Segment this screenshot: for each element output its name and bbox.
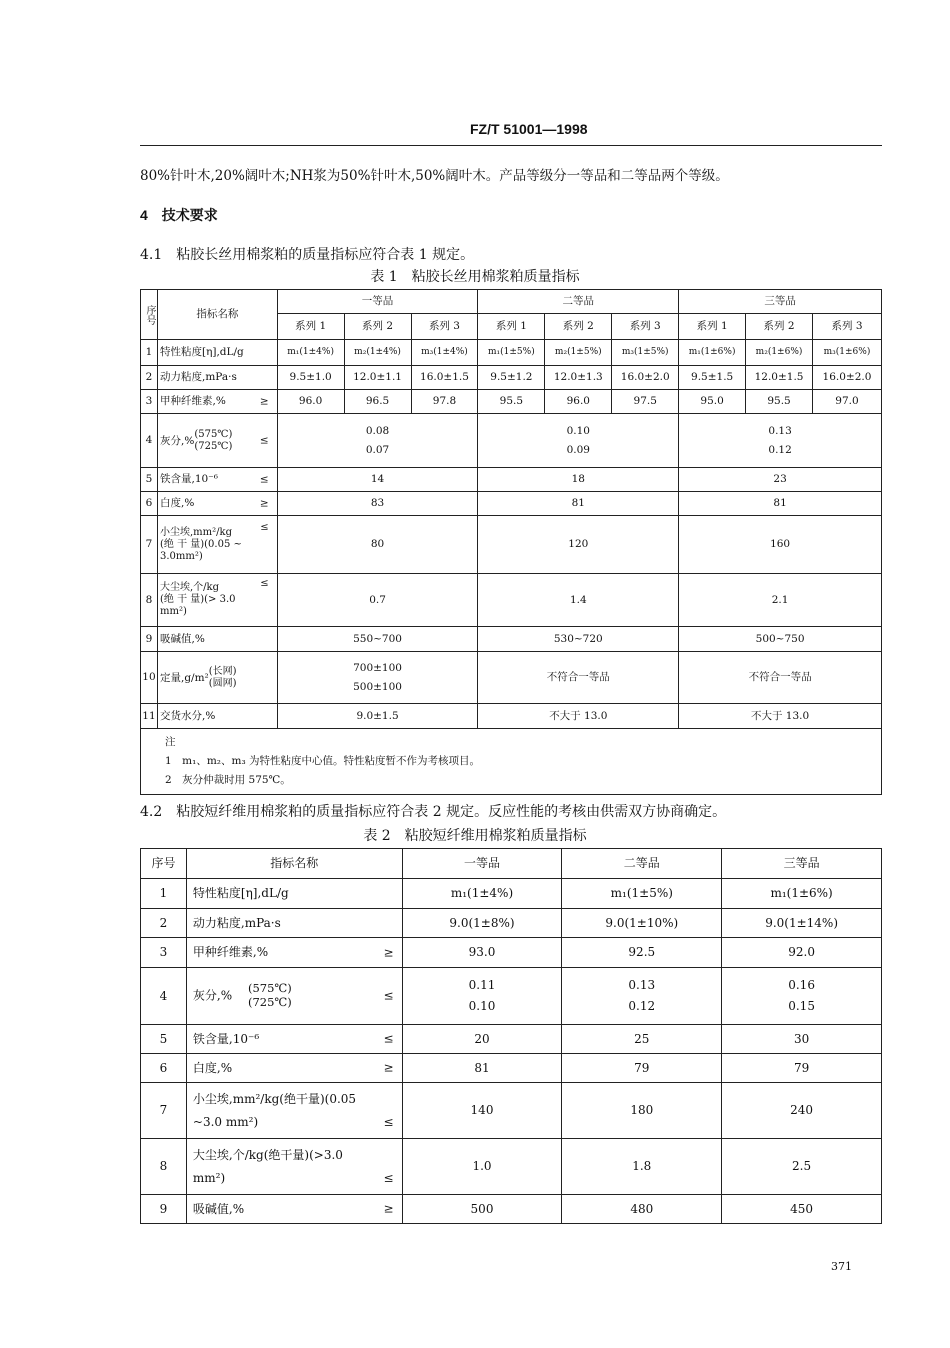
indicator-name: 特性粘度[η],dL/g: [157, 340, 277, 366]
cell-value: 9.0±1.5: [277, 704, 478, 729]
t1-header-grade: 三等品: [679, 290, 882, 314]
cell-value: 25: [562, 1025, 722, 1054]
cell-value: 0.10 0.09: [478, 414, 679, 468]
cell-value: 79: [562, 1054, 722, 1083]
row-number: 6: [141, 1054, 187, 1083]
cell-value: m₁(1±4%): [277, 340, 344, 366]
cell-value: 2.1: [679, 574, 882, 627]
cell-value: 450: [722, 1195, 882, 1224]
cell-value: 1.8: [562, 1139, 722, 1195]
cell-value: 81: [478, 492, 679, 516]
table-row: [141, 492, 882, 516]
cell-value: 9.0(1±8%): [402, 909, 562, 938]
table-row: [141, 340, 882, 366]
cell-value: 120: [478, 516, 679, 574]
row-number: 10: [141, 652, 158, 704]
row-number: 1: [141, 879, 187, 909]
indicator-name: 铁含量,10⁻⁶ ≤: [157, 468, 277, 492]
t2-header-grade: 三等品: [722, 849, 882, 879]
cell-value: 92.5: [562, 938, 722, 968]
table-row: [141, 968, 882, 1025]
t1-series: 系列 2: [746, 314, 813, 340]
t1-series: 系列 2: [545, 314, 612, 340]
cell-value: 不符合一等品: [478, 652, 679, 704]
table-row: [141, 879, 882, 909]
cell-value: 97.5: [612, 390, 679, 414]
row-number: 5: [141, 1025, 187, 1054]
cell-value: 80: [277, 516, 478, 574]
table2-caption: 表 2 粘胶短纤维用棉浆粕质量指标: [363, 828, 587, 844]
indicator-name: 铁含量,10⁻⁶ ≤: [186, 1025, 402, 1054]
cell-value: 0.16 0.15: [722, 968, 882, 1025]
table-row: [141, 414, 882, 468]
row-number: 7: [141, 1083, 187, 1139]
indicator-name: 白度,% ≥: [157, 492, 277, 516]
cell-value: 95.0: [679, 390, 746, 414]
cell-value: 9.0(1±10%): [562, 909, 722, 938]
row-number: 8: [141, 574, 158, 627]
cell-value: m₂(1±6%): [746, 340, 813, 366]
table-row: [141, 574, 882, 627]
indicator-name: 灰分,% (575℃) (725℃) ≤: [186, 968, 402, 1025]
row-number: 4: [141, 968, 187, 1025]
cell-value: 500: [402, 1195, 562, 1224]
t1-series: 系列 3: [612, 314, 679, 340]
indicator-name: 小尘埃,mm²/kg(绝干量)(0.05 ~3.0 mm²) ≤: [186, 1083, 402, 1139]
t2-header-grade: 二等品: [562, 849, 722, 879]
cell-value: 不符合一等品: [679, 652, 882, 704]
table-row: [141, 909, 882, 938]
cell-value: 97.0: [813, 390, 882, 414]
t1-series: 系列 1: [277, 314, 344, 340]
clause-4-2: 4.2 粘胶短纤维用棉浆粕的质量指标应符合表 2 规定。反应性能的考核由供需双方协商确定。: [140, 804, 727, 820]
indicator-name: 大尘埃,个/kg(绝干量)(>3.0 mm²) ≤: [186, 1139, 402, 1195]
cell-value: 240: [722, 1083, 882, 1139]
cell-value: 12.0±1.5: [746, 366, 813, 390]
cell-value: 0.7: [277, 574, 478, 627]
cell-value: 96.0: [277, 390, 344, 414]
row-number: 5: [141, 468, 158, 492]
cell-value: 1.0: [402, 1139, 562, 1195]
t1-header-seq: 序号: [141, 290, 158, 340]
t1-header-grade: 二等品: [478, 290, 679, 314]
cell-value: 81: [402, 1054, 562, 1083]
cell-value: 530~720: [478, 627, 679, 652]
clause-4-1: 4.1 粘胶长丝用棉浆粕的质量指标应符合表 1 规定。: [140, 247, 475, 263]
cell-value: 480: [562, 1195, 722, 1224]
table-2: [140, 848, 882, 1224]
cell-value: m₁(1±6%): [679, 340, 746, 366]
table1-caption: 表 1 粘胶长丝用棉浆粕质量指标: [370, 269, 580, 285]
indicator-name: 吸碱值,% ≥: [186, 1195, 402, 1224]
cell-value: 14: [277, 468, 478, 492]
cell-value: m₂(1±4%): [344, 340, 411, 366]
table-row: [141, 390, 882, 414]
cell-value: 12.0±1.1: [344, 366, 411, 390]
row-number: 2: [141, 366, 158, 390]
cell-value: m₃(1±6%): [813, 340, 882, 366]
indicator-name: 白度,% ≥: [186, 1054, 402, 1083]
indicator-name: 甲种纤维素,% ≥: [186, 938, 402, 968]
cell-value: 0.11 0.10: [402, 968, 562, 1025]
cell-value: m₃(1±4%): [411, 340, 478, 366]
row-number: 1: [141, 340, 158, 366]
table-row: [141, 366, 882, 390]
t1-series: 系列 1: [679, 314, 746, 340]
indicator-name: 交货水分,%: [157, 704, 277, 729]
cell-value: 1.4: [478, 574, 679, 627]
cell-value: m₃(1±5%): [612, 340, 679, 366]
row-number: 4: [141, 414, 158, 468]
table-row: [141, 1054, 882, 1083]
table-row: [141, 1025, 882, 1054]
indicator-name: 灰分,%(575℃) (725℃) ≤: [157, 414, 277, 468]
page-number: 371: [831, 1260, 852, 1273]
t1-series: 系列 1: [478, 314, 545, 340]
table-notes: [141, 729, 882, 795]
indicator-name: 甲种纤维素,% ≥: [157, 390, 277, 414]
row-number: 11: [141, 704, 158, 729]
cell-value: 95.5: [746, 390, 813, 414]
t2-header-grade: 一等品: [402, 849, 562, 879]
indicator-name: 大尘埃,个/kg (绝 干 量)(> 3.0 mm²) ≤: [157, 574, 277, 627]
cell-value: 140: [402, 1083, 562, 1139]
cell-value: 180: [562, 1083, 722, 1139]
indicator-name: 吸碱值,%: [157, 627, 277, 652]
cell-value: 0.13 0.12: [562, 968, 722, 1025]
cell-value: 700±100 500±100: [277, 652, 478, 704]
cell-value: 不大于 13.0: [679, 704, 882, 729]
cell-value: 97.8: [411, 390, 478, 414]
doc-code-header: FZ/T 51001—1998: [470, 121, 588, 137]
cell-value: 9.5±1.0: [277, 366, 344, 390]
cell-value: 93.0: [402, 938, 562, 968]
note-2: 2 灰分仲裁时用 575℃。: [165, 773, 291, 786]
cell-value: 92.0: [722, 938, 882, 968]
t1-series: 系列 3: [813, 314, 882, 340]
cell-value: 30: [722, 1025, 882, 1054]
cell-value: m₂(1±5%): [545, 340, 612, 366]
table-1: [140, 289, 882, 795]
table-row: [141, 652, 882, 704]
row-number: 2: [141, 909, 187, 938]
cell-value: 96.5: [344, 390, 411, 414]
notes-title: 注: [165, 736, 176, 748]
cell-value: 160: [679, 516, 882, 574]
section-4-title: 4 技术要求: [140, 207, 218, 223]
note-1: 1 m₁、m₂、m₃ 为特性粘度中心值。特性粘度暂不作为考核项目。: [165, 754, 481, 767]
cell-value: 2.5: [722, 1139, 882, 1195]
table-row: [141, 516, 882, 574]
table-row: [141, 627, 882, 652]
row-number: 6: [141, 492, 158, 516]
indicator-name: 动力粘度,mPa·s: [157, 366, 277, 390]
cell-value: m₁(1±6%): [722, 879, 882, 909]
row-number: 9: [141, 627, 158, 652]
cell-value: 79: [722, 1054, 882, 1083]
t2-header-seq: 序号: [141, 849, 187, 879]
table-row: [141, 1195, 882, 1224]
cell-value: 9.5±1.5: [679, 366, 746, 390]
cell-value: 0.08 0.07: [277, 414, 478, 468]
t1-header-name: 指标名称: [157, 290, 277, 340]
row-number: 7: [141, 516, 158, 574]
cell-value: 12.0±1.3: [545, 366, 612, 390]
cell-value: 95.5: [478, 390, 545, 414]
t2-header-name: 指标名称: [186, 849, 402, 879]
indicator-name: 特性粘度[η],dL/g: [186, 879, 402, 909]
cell-value: 500~750: [679, 627, 882, 652]
t1-header-grade: 一等品: [277, 290, 478, 314]
cell-value: 83: [277, 492, 478, 516]
table-row: [141, 468, 882, 492]
cell-value: m₁(1±5%): [562, 879, 722, 909]
table-row: [141, 1139, 882, 1195]
row-number: 9: [141, 1195, 187, 1224]
cell-value: 16.0±2.0: [612, 366, 679, 390]
row-number: 3: [141, 938, 187, 968]
cell-value: 550~700: [277, 627, 478, 652]
cell-value: 18: [478, 468, 679, 492]
cell-value: 9.5±1.2: [478, 366, 545, 390]
indicator-name: 动力粘度,mPa·s: [186, 909, 402, 938]
header-rule: [140, 145, 882, 146]
intro-paragraph: 80%针叶木,20%阔叶木;NH浆为50%针叶木,50%阔叶木。产品等级分一等品和二等品两个等级。: [140, 168, 729, 184]
table-row: [141, 938, 882, 968]
cell-value: m₁(1±4%): [402, 879, 562, 909]
t1-series: 系列 2: [344, 314, 411, 340]
row-number: 3: [141, 390, 158, 414]
cell-value: 96.0: [545, 390, 612, 414]
cell-value: 16.0±2.0: [813, 366, 882, 390]
cell-value: 9.0(1±14%): [722, 909, 882, 938]
indicator-name: 小尘埃,mm²/kg (绝 干 量)(0.05 ~ 3.0mm²) ≤: [157, 516, 277, 574]
table-row: [141, 1083, 882, 1139]
cell-value: 0.13 0.12: [679, 414, 882, 468]
cell-value: 16.0±1.5: [411, 366, 478, 390]
cell-value: 81: [679, 492, 882, 516]
cell-value: 20: [402, 1025, 562, 1054]
t1-series: 系列 3: [411, 314, 478, 340]
row-number: 8: [141, 1139, 187, 1195]
table-row: [141, 704, 882, 729]
cell-value: 不大于 13.0: [478, 704, 679, 729]
indicator-name: 定量,g/m²(长网) (圆网): [157, 652, 277, 704]
cell-value: m₁(1±5%): [478, 340, 545, 366]
cell-value: 23: [679, 468, 882, 492]
